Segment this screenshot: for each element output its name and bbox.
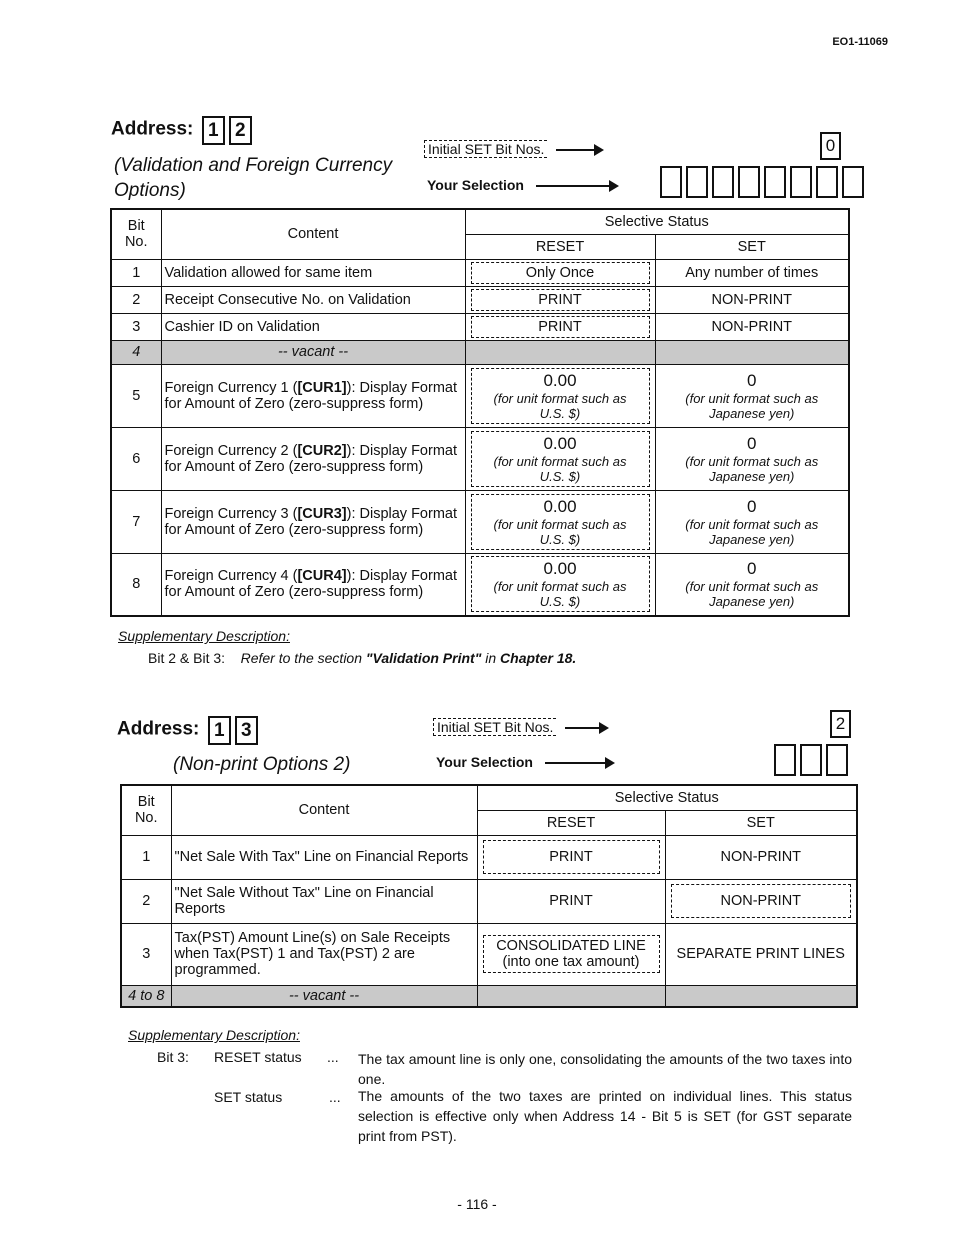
content-header: Content [161, 209, 465, 259]
selective-status-header: Selective Status [477, 785, 857, 810]
selection-box[interactable] [774, 744, 796, 776]
set-value: NON-PRINT [671, 884, 852, 918]
address-label: Address: [117, 718, 200, 740]
selective-status-header: Selective Status [465, 209, 849, 234]
arrow-icon [536, 185, 611, 187]
bit-number: 6 [111, 427, 161, 490]
selection-box[interactable] [686, 166, 708, 198]
your-selection-row [436, 754, 607, 772]
bit-number: 3 [111, 313, 161, 340]
address-digit: 1 [208, 716, 231, 745]
table-row [121, 879, 857, 923]
row-content: Foreign Currency 2 ([CUR2]): Display Format for Amount of Zero (zero-suppress form) [161, 427, 465, 490]
selection-box[interactable] [800, 744, 822, 776]
reset-value: PRINT [471, 289, 650, 311]
bit-number: 7 [111, 490, 161, 553]
supp-bit-label: Bit 3: [157, 1049, 189, 1065]
vacant-label: -- vacant -- [171, 985, 477, 1007]
your-selection-label: Your Selection [427, 177, 524, 193]
address-digit: 3 [235, 716, 258, 745]
your-selection-row [427, 177, 611, 195]
address-heading [111, 116, 252, 145]
initial-set-row [424, 140, 596, 159]
selection-box[interactable] [826, 744, 848, 776]
bit-number: 3 [121, 923, 171, 985]
row-content: Receipt Consecutive No. on Validation [161, 286, 465, 313]
reset-value: 0.00 (for unit format such as U.S. $) [471, 368, 650, 424]
row-content: Tax(PST) Amount Line(s) on Sale Receipts when Tax(PST) 1 and Tax(PST) 2 are programmed. [171, 923, 477, 985]
supp-ellipsis: ... [327, 1049, 339, 1065]
table-row [111, 553, 849, 616]
row-content: "Net Sale With Tax" Line on Financial Reports [171, 835, 477, 879]
table-row [111, 364, 849, 427]
your-selection-label: Your Selection [436, 754, 533, 770]
bit-table [110, 208, 850, 617]
reset-value: 0.00 (for unit format such as U.S. $) [471, 494, 650, 550]
initial-set-row [433, 718, 601, 737]
table-row [111, 286, 849, 313]
bit-number: 1 [121, 835, 171, 879]
selection-box[interactable] [842, 166, 864, 198]
initial-set-label: Initial SET Bit Nos. [424, 140, 547, 158]
bit-number: 2 [121, 879, 171, 923]
page-number: - 116 - [457, 1196, 497, 1212]
reset-value: CONSOLIDATED LINE (into one tax amount) [483, 935, 660, 973]
selection-box[interactable] [660, 166, 682, 198]
reset-value: 0.00 (for unit format such as U.S. $) [471, 431, 650, 487]
content-header: Content [171, 785, 477, 835]
address-heading [117, 716, 258, 745]
supplementary-label: Supplementary Description: [128, 1027, 300, 1043]
set-value: 0 (for unit format such as Japanese yen) [655, 427, 849, 490]
reset-value: PRINT [477, 879, 665, 923]
selection-boxes [774, 744, 852, 781]
initial-set-value: 2 [830, 710, 851, 738]
table-row [111, 427, 849, 490]
bit-number: 8 [111, 553, 161, 616]
table-row [111, 313, 849, 340]
vacant-row [111, 340, 849, 364]
supplementary-note: Bit 2 & Bit 3: Refer to the section "Validation Print" in Chapter 18. [148, 650, 577, 666]
vacant-cell [477, 985, 665, 1007]
supp-ellipsis: ... [329, 1089, 341, 1105]
selection-box[interactable] [764, 166, 786, 198]
row-content: Foreign Currency 1 ([CUR1]): Display Format for Amount of Zero (zero-suppress form) [161, 364, 465, 427]
row-content: "Net Sale Without Tax" Line on Financial Reports [171, 879, 477, 923]
set-value: SEPARATE PRINT LINES [665, 923, 857, 985]
section-subtitle [114, 153, 392, 203]
document-id: EO1-11069 [832, 36, 888, 48]
reset-header: RESET [465, 234, 655, 259]
supp-reset-label: RESET status [214, 1049, 302, 1065]
table-row [111, 259, 849, 286]
reset-value: Only Once [471, 262, 650, 284]
bit-table [120, 784, 858, 1008]
supp-set-text: The amounts of the two taxes are printed on individual lines. This status selection is effective only when Address 14 - Bit 5 is SET (for GST separate print from PST). [358, 1088, 852, 1144]
selection-box[interactable] [816, 166, 838, 198]
vacant-cell [465, 340, 655, 364]
reset-value: PRINT [483, 840, 660, 874]
initial-set-value: 0 [820, 132, 841, 160]
section-subtitle: (Non-print Options 2) [173, 754, 351, 775]
selection-box[interactable] [738, 166, 760, 198]
row-content: Validation allowed for same item [161, 259, 465, 286]
selection-box[interactable] [790, 166, 812, 198]
table-row [121, 835, 857, 879]
subtitle-line: Options) [114, 180, 186, 201]
arrow-icon [545, 762, 607, 764]
vacant-cell [665, 985, 857, 1007]
arrow-icon [565, 727, 601, 729]
set-value: 0 (for unit format such as Japanese yen) [655, 490, 849, 553]
set-value: NON-PRINT [655, 286, 849, 313]
supp-reset-text: The tax amount line is only one, consolidating the amounts of the two taxes into one. [358, 1051, 852, 1087]
set-value: NON-PRINT [665, 835, 857, 879]
reset-value: PRINT [471, 316, 650, 338]
bit-number: 1 [111, 259, 161, 286]
row-content: Cashier ID on Validation [161, 313, 465, 340]
bit-number: 2 [111, 286, 161, 313]
row-content: Foreign Currency 4 ([CUR4]): Display Format for Amount of Zero (zero-suppress form) [161, 553, 465, 616]
address-digit: 1 [202, 116, 225, 145]
set-header: SET [655, 234, 849, 259]
initial-set-label: Initial SET Bit Nos. [433, 718, 556, 736]
vacant-cell [655, 340, 849, 364]
selection-box[interactable] [712, 166, 734, 198]
bit-number: 4 to 8 [121, 985, 171, 1007]
supplementary-label: Supplementary Description: [118, 628, 290, 644]
bit-no-header: Bit No. [111, 209, 161, 259]
reset-header: RESET [477, 810, 665, 835]
arrow-icon [556, 149, 596, 151]
set-value: 0 (for unit format such as Japanese yen) [655, 553, 849, 616]
set-header: SET [665, 810, 857, 835]
row-content: Foreign Currency 3 ([CUR3]): Display Format for Amount of Zero (zero-suppress form) [161, 490, 465, 553]
set-value: NON-PRINT [655, 313, 849, 340]
bit-number: 5 [111, 364, 161, 427]
set-value: 0 (for unit format such as Japanese yen) [655, 364, 849, 427]
table-row [121, 923, 857, 985]
bit-number: 4 [111, 340, 161, 364]
vacant-label: -- vacant -- [161, 340, 465, 364]
bit-no-header: Bit No. [121, 785, 171, 835]
address-label: Address: [111, 118, 194, 140]
vacant-row [121, 985, 857, 1007]
table-row [111, 490, 849, 553]
reset-value: 0.00 (for unit format such as U.S. $) [471, 556, 650, 612]
set-value: Any number of times [655, 259, 849, 286]
supp-set-label: SET status [214, 1089, 283, 1105]
selection-boxes [660, 166, 868, 203]
subtitle-line: (Validation and Foreign Currency [114, 155, 393, 176]
address-digit: 2 [229, 116, 252, 145]
